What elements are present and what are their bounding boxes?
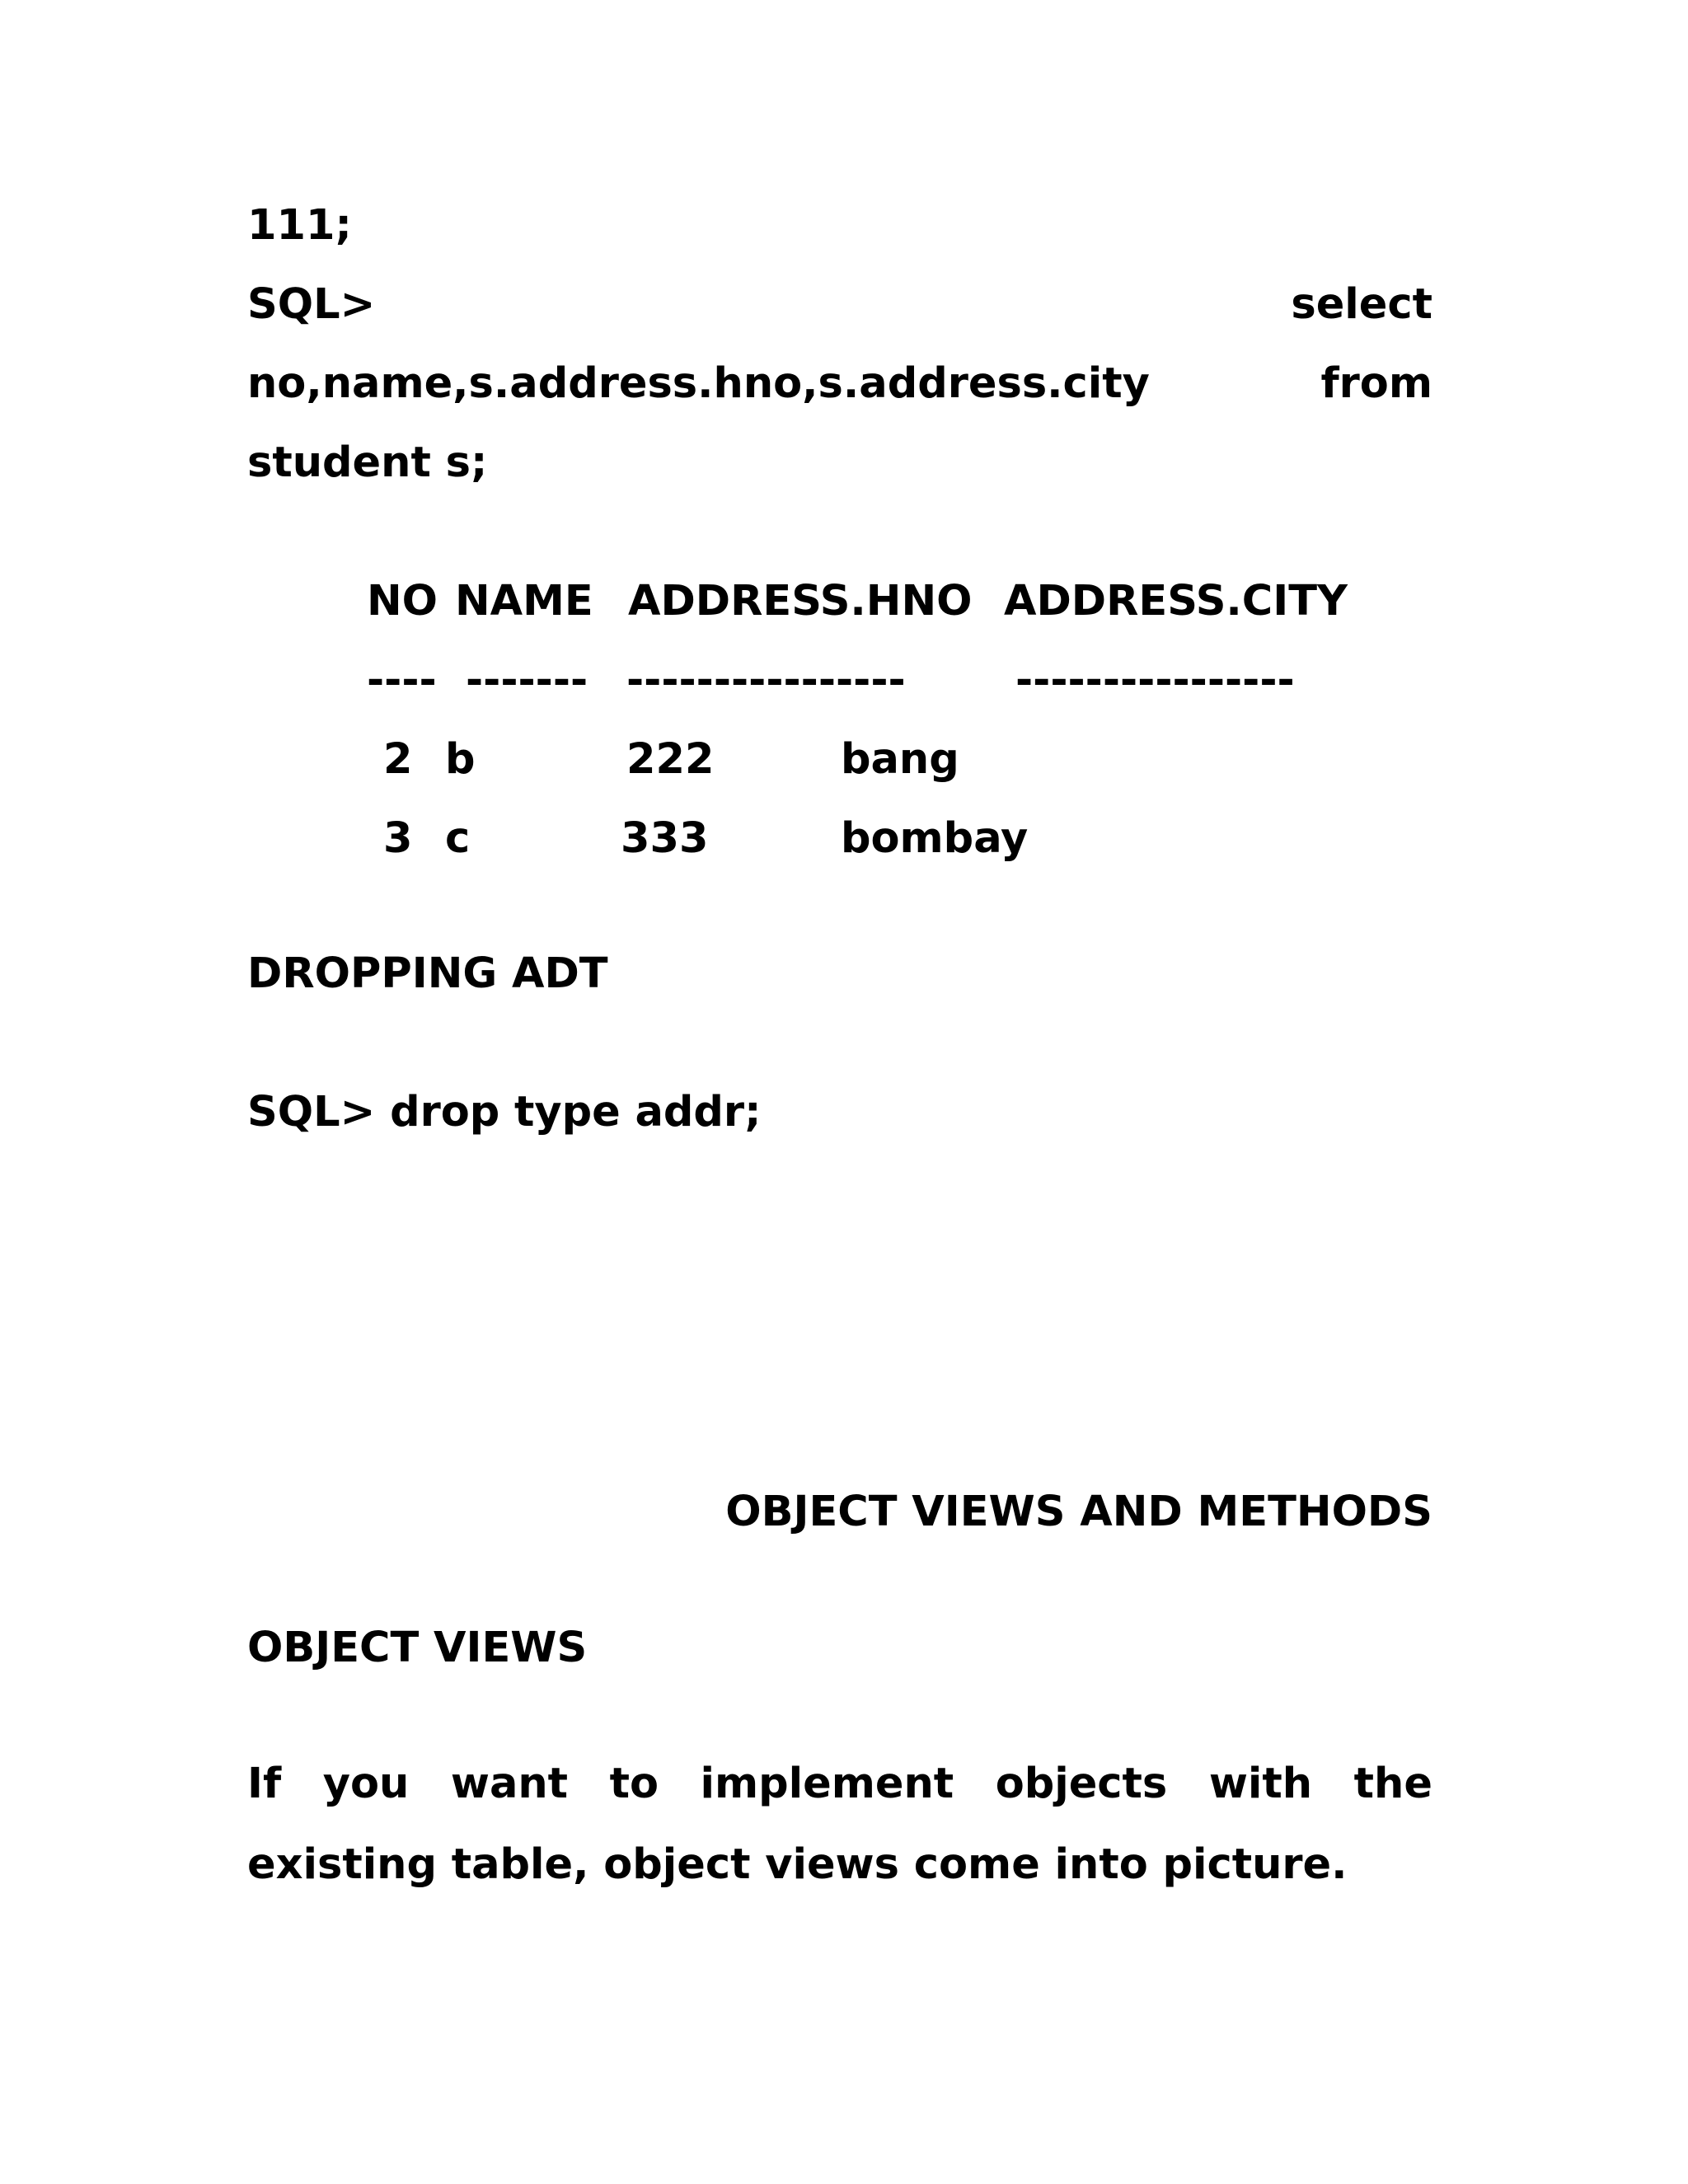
table-cell: 2 bbox=[383, 735, 413, 784]
table-cell: c bbox=[445, 814, 471, 863]
drop-type-command: SQL> drop type addr; bbox=[247, 1088, 762, 1137]
paragraph-word: If bbox=[247, 1760, 282, 1808]
table-cell: 3 bbox=[383, 814, 413, 863]
paragraph-word: implement bbox=[700, 1760, 954, 1808]
paragraph-word: objects bbox=[995, 1760, 1168, 1808]
object-views-heading: OBJECT VIEWS bbox=[247, 1624, 588, 1672]
section-title: OBJECT VIEWS AND METHODS bbox=[725, 1488, 1432, 1536]
paragraph-word: with bbox=[1208, 1760, 1313, 1808]
paragraph-line-2: existing table, object views come into picture. bbox=[247, 1840, 1348, 1889]
table-cell: b bbox=[445, 735, 476, 784]
table-separator: ---------------- bbox=[626, 656, 906, 705]
sql-columns-line bbox=[247, 359, 1432, 409]
table-cell: bang bbox=[841, 735, 959, 784]
paragraph-word: want bbox=[450, 1760, 569, 1808]
table-cell: 222 bbox=[626, 735, 715, 784]
table-header-hno: ADDRESS.HNO bbox=[628, 577, 973, 626]
sql-continuation-line: 111; bbox=[247, 201, 352, 250]
table-cell: 333 bbox=[621, 814, 709, 863]
table-separator: ---- bbox=[367, 656, 437, 705]
paragraph-line-1 bbox=[247, 1760, 1432, 1809]
table-separator: ---------------- bbox=[1015, 656, 1295, 705]
table-header-no: NO bbox=[367, 577, 438, 626]
table-cell: bombay bbox=[841, 814, 1029, 863]
table-separator: ------- bbox=[466, 656, 588, 705]
sql-table-line: student s; bbox=[247, 438, 488, 487]
paragraph-word: to bbox=[609, 1760, 659, 1808]
sql-column-list: no,name,s.address.hno,s.address.city bbox=[247, 359, 1150, 408]
dropping-adt-heading: DROPPING ADT bbox=[247, 949, 608, 998]
sql-select-line bbox=[247, 280, 1432, 330]
table-header-city: ADDRESS.CITY bbox=[1004, 577, 1348, 626]
sql-prompt: SQL> bbox=[247, 280, 376, 329]
sql-select-keyword: select bbox=[1291, 280, 1432, 329]
paragraph-word: you bbox=[322, 1760, 410, 1808]
sql-from-keyword: from bbox=[1320, 359, 1432, 408]
table-header-name: NAME bbox=[455, 577, 593, 626]
paragraph-word: the bbox=[1353, 1760, 1432, 1808]
